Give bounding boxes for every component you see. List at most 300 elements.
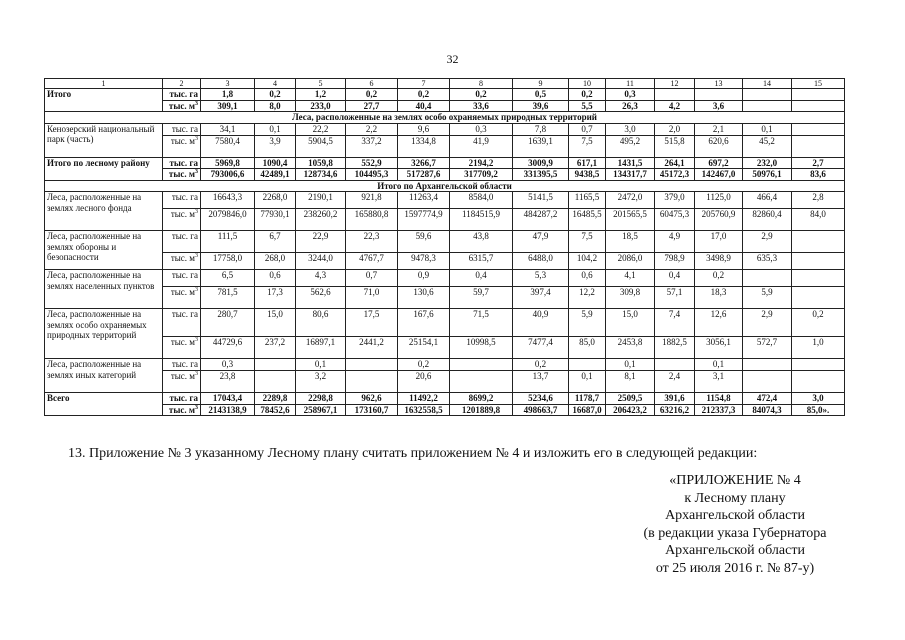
value-cell: 104,2 <box>569 253 606 270</box>
value-cell: 15,0 <box>255 309 296 337</box>
value-cell: 0,1 <box>569 371 606 393</box>
value-cell: 17758,0 <box>201 253 255 270</box>
value-cell: 397,4 <box>513 287 569 309</box>
row-label: Леса, расположенные на землях иных категорий <box>45 359 163 393</box>
value-cell: 85,0 <box>569 337 606 359</box>
unit-cell: тыс. га <box>163 393 201 405</box>
value-cell: 41,9 <box>450 135 513 157</box>
row-label: Леса, расположенные на землях обороны и безопасности <box>45 231 163 270</box>
value-cell: 16687,0 <box>569 404 606 416</box>
value-cell: 472,4 <box>743 393 792 405</box>
value-cell: 2,4 <box>655 371 695 393</box>
value-cell <box>450 371 513 393</box>
value-cell: 962,6 <box>346 393 398 405</box>
value-cell: 80,6 <box>296 309 346 337</box>
unit-superscript: 3 <box>195 169 198 175</box>
value-cell: 9478,3 <box>398 253 450 270</box>
column-number: 10 <box>569 79 606 89</box>
value-cell: 5,5 <box>569 100 606 112</box>
value-cell: 77930,1 <box>255 209 296 231</box>
value-cell: 0,1 <box>296 359 346 371</box>
value-cell: 83,6 <box>792 169 845 181</box>
appendix-line: Архангельской области <box>665 543 805 558</box>
value-cell: 0,2 <box>792 309 845 337</box>
column-number: 5 <box>296 79 346 89</box>
value-cell: 0,2 <box>398 89 450 101</box>
value-cell: 2,7 <box>792 157 845 169</box>
value-cell: 0,5 <box>513 89 569 101</box>
table-row <box>45 253 845 270</box>
value-cell: 2143138,9 <box>201 404 255 416</box>
value-cell: 617,1 <box>569 157 606 169</box>
unit-cell: тыс. $м^3$ <box>163 209 201 231</box>
table-row <box>45 393 845 405</box>
value-cell: 484287,2 <box>513 209 569 231</box>
value-cell: 0,1 <box>255 123 296 135</box>
value-cell: 3498,9 <box>695 253 743 270</box>
value-cell: 2,1 <box>695 123 743 135</box>
unit-cell: тыс. $м^3$ <box>163 169 201 181</box>
value-cell: 2,9 <box>743 231 792 253</box>
unit-superscript: 3 <box>195 371 198 377</box>
value-cell: 0,3 <box>606 89 655 101</box>
value-cell: 2,9 <box>743 309 792 337</box>
value-cell: 7,5 <box>569 135 606 157</box>
value-cell: 40,9 <box>513 309 569 337</box>
value-cell: 2289,8 <box>255 393 296 405</box>
table-row <box>45 337 845 359</box>
page-number: 32 <box>446 52 459 66</box>
value-cell: 317709,2 <box>450 169 513 181</box>
value-cell: 9438,5 <box>569 169 606 181</box>
value-cell: 11492,2 <box>398 393 450 405</box>
section-title: Итого по Архангельской области <box>45 180 845 192</box>
value-cell: 33,6 <box>450 100 513 112</box>
paragraph-13: 13. Приложение № 3 указанному Лесному плану считать приложением № 4 и изложить его в следующей редакции: <box>68 446 758 461</box>
value-cell: 3009,9 <box>513 157 569 169</box>
column-number: 2 <box>163 79 201 89</box>
value-cell: 1154,8 <box>695 393 743 405</box>
value-cell: 793006,6 <box>201 169 255 181</box>
value-cell: 1882,5 <box>655 337 695 359</box>
column-number: 11 <box>606 79 655 89</box>
column-number: 6 <box>346 79 398 89</box>
value-cell: 78452,6 <box>255 404 296 416</box>
value-cell: 0,7 <box>569 123 606 135</box>
value-cell <box>450 359 513 371</box>
value-cell: 59,6 <box>398 231 450 253</box>
value-cell <box>743 100 792 112</box>
unit-superscript: 3 <box>195 404 198 411</box>
value-cell: 379,0 <box>655 192 695 209</box>
unit-cell: тыс. $м^3$ <box>163 100 201 112</box>
appendix-line: (в редакции указа Губернатора <box>643 525 827 541</box>
value-cell: 44729,6 <box>201 337 255 359</box>
value-cell: 2,0 <box>655 123 695 135</box>
appendix-line: Архангельской области <box>665 508 805 523</box>
value-cell: 2086,0 <box>606 253 655 270</box>
value-cell <box>255 371 296 393</box>
table-row <box>45 287 845 309</box>
value-cell <box>792 359 845 371</box>
value-cell: 7477,4 <box>513 337 569 359</box>
value-cell: 8699,2 <box>450 393 513 405</box>
value-cell: 1125,0 <box>695 192 743 209</box>
column-number: 14 <box>743 79 792 89</box>
value-cell: 1165,5 <box>569 192 606 209</box>
unit-cell: тыс. $м^3$ <box>163 253 201 270</box>
value-cell: 34,1 <box>201 123 255 135</box>
value-cell: 2268,0 <box>255 192 296 209</box>
value-cell: 84,0 <box>792 209 845 231</box>
value-cell: 12,2 <box>569 287 606 309</box>
value-cell: 0,2 <box>398 359 450 371</box>
value-cell: 17043,4 <box>201 393 255 405</box>
value-cell: 2453,8 <box>606 337 655 359</box>
appendix-heading <box>600 472 870 577</box>
value-cell: 3056,1 <box>695 337 743 359</box>
value-cell: 1,8 <box>201 89 255 101</box>
value-cell: 5,9 <box>743 287 792 309</box>
value-cell: 331395,5 <box>513 169 569 181</box>
value-cell: 59,7 <box>450 287 513 309</box>
unit-cell: тыс. $м^3$ <box>163 135 201 157</box>
value-cell <box>792 253 845 270</box>
value-cell: 45172,3 <box>655 169 695 181</box>
value-cell: 798,9 <box>655 253 695 270</box>
unit-cell: тыс. $м^3$ <box>163 371 201 393</box>
value-cell: 22,3 <box>346 231 398 253</box>
value-cell: 13,7 <box>513 371 569 393</box>
column-number: 12 <box>655 79 695 89</box>
value-cell: 26,3 <box>606 100 655 112</box>
value-cell: 1059,8 <box>296 157 346 169</box>
value-cell: 10998,5 <box>450 337 513 359</box>
value-cell <box>655 359 695 371</box>
value-cell: 1090,4 <box>255 157 296 169</box>
row-label: Леса, расположенные на землях особо охраняемых природных территорий <box>45 309 163 359</box>
value-cell: 4,3 <box>296 270 346 287</box>
value-cell: 20,6 <box>398 371 450 393</box>
value-cell: 0,4 <box>655 270 695 287</box>
value-cell: 18,5 <box>606 231 655 253</box>
value-cell: 4,2 <box>655 100 695 112</box>
value-cell <box>743 359 792 371</box>
appendix-line: к Лесному плану <box>684 490 786 506</box>
value-cell: 15,0 <box>606 309 655 337</box>
value-cell: 0,1 <box>695 359 743 371</box>
table-row <box>45 123 845 135</box>
value-cell: 3,0 <box>606 123 655 135</box>
value-cell: 205760,9 <box>695 209 743 231</box>
unit-cell: тыс. га <box>163 157 201 169</box>
value-cell: 2194,2 <box>450 157 513 169</box>
value-cell <box>743 89 792 101</box>
table-row <box>45 169 845 181</box>
value-cell: 63216,2 <box>655 404 695 416</box>
value-cell: 173160,7 <box>346 404 398 416</box>
value-cell <box>743 371 792 393</box>
section-row <box>45 112 845 124</box>
value-cell: 6488,0 <box>513 253 569 270</box>
value-cell <box>743 270 792 287</box>
value-cell: 25154,1 <box>398 337 450 359</box>
value-cell: 237,2 <box>255 337 296 359</box>
value-cell: 309,1 <box>201 100 255 112</box>
value-cell: 2,2 <box>346 123 398 135</box>
value-cell: 0,4 <box>450 270 513 287</box>
value-cell: 60475,3 <box>655 209 695 231</box>
value-cell: 1334,8 <box>398 135 450 157</box>
unit-superscript: 3 <box>195 135 198 142</box>
section-row <box>45 180 845 192</box>
table-row <box>45 157 845 169</box>
value-cell: 6315,7 <box>450 253 513 270</box>
value-cell: 85,0». <box>792 404 845 416</box>
value-cell: 0,6 <box>255 270 296 287</box>
value-cell: 27,7 <box>346 100 398 112</box>
value-cell: 39,6 <box>513 100 569 112</box>
value-cell: 232,0 <box>743 157 792 169</box>
unit-cell: тыс. га <box>163 192 201 209</box>
value-cell: 552,9 <box>346 157 398 169</box>
value-cell: 1,0 <box>792 337 845 359</box>
value-cell <box>792 100 845 112</box>
value-cell: 7,4 <box>655 309 695 337</box>
row-label: Кенозерский национальный парк (часть) <box>45 123 163 157</box>
value-cell: 6,7 <box>255 231 296 253</box>
value-cell: 5141,5 <box>513 192 569 209</box>
value-cell: 921,8 <box>346 192 398 209</box>
unit-cell: тыс. га <box>163 270 201 287</box>
value-cell: 17,0 <box>695 231 743 253</box>
table-row <box>45 371 845 393</box>
value-cell: 0,6 <box>569 270 606 287</box>
unit-superscript: 3 <box>195 287 198 293</box>
table-row <box>45 270 845 287</box>
appendix-line: от 25 июля 2016 г. № 87-у) <box>655 560 815 576</box>
value-cell: 3266,7 <box>398 157 450 169</box>
unit-cell: тыс. га <box>163 123 201 135</box>
value-cell: 5,9 <box>569 309 606 337</box>
value-cell: 22,9 <box>296 231 346 253</box>
value-cell: 0,9 <box>398 270 450 287</box>
table-row <box>45 135 845 157</box>
value-cell: 1184515,9 <box>450 209 513 231</box>
value-cell: 1178,7 <box>569 393 606 405</box>
table-row <box>45 192 845 209</box>
value-cell: 0,2 <box>695 270 743 287</box>
column-number: 13 <box>695 79 743 89</box>
value-cell: 1201889,8 <box>450 404 513 416</box>
value-cell <box>792 231 845 253</box>
value-cell: 1431,5 <box>606 157 655 169</box>
value-cell <box>346 371 398 393</box>
value-cell: 3,1 <box>695 371 743 393</box>
value-cell: 111,5 <box>201 231 255 253</box>
value-cell: 5904,5 <box>296 135 346 157</box>
value-cell <box>792 135 845 157</box>
value-cell: 5969,8 <box>201 157 255 169</box>
table-row <box>45 100 845 112</box>
value-cell: 134317,7 <box>606 169 655 181</box>
value-cell: 309,8 <box>606 287 655 309</box>
unit-cell: тыс. га <box>163 89 201 101</box>
row-label: Леса, расположенные на землях населенных пунктов <box>45 270 163 309</box>
value-cell: 0,2 <box>346 89 398 101</box>
value-cell: 43,8 <box>450 231 513 253</box>
value-cell: 466,4 <box>743 192 792 209</box>
unit-superscript: 3 <box>195 253 198 259</box>
column-number: 3 <box>201 79 255 89</box>
column-number-row <box>45 79 845 89</box>
forest-data-table <box>44 78 845 416</box>
value-cell: 2298,8 <box>296 393 346 405</box>
unit-cell: тыс. га <box>163 309 201 337</box>
value-cell: 2079846,0 <box>201 209 255 231</box>
row-label: Леса, расположенные на землях лесного фонда <box>45 192 163 231</box>
row-label: Всего <box>45 393 163 416</box>
unit-cell: тыс. га <box>163 231 201 253</box>
value-cell: 515,8 <box>655 135 695 157</box>
value-cell <box>792 89 845 101</box>
column-number: 1 <box>45 79 163 89</box>
value-cell: 781,5 <box>201 287 255 309</box>
value-cell: 17,5 <box>346 309 398 337</box>
value-cell: 337,2 <box>346 135 398 157</box>
value-cell: 498663,7 <box>513 404 569 416</box>
value-cell <box>569 359 606 371</box>
value-cell: 1639,1 <box>513 135 569 157</box>
value-cell: 0,1 <box>743 123 792 135</box>
value-cell: 3,2 <box>296 371 346 393</box>
value-cell: 697,2 <box>695 157 743 169</box>
value-cell <box>255 359 296 371</box>
value-cell: 4767,7 <box>346 253 398 270</box>
table-row <box>45 309 845 337</box>
value-cell: 0,3 <box>450 123 513 135</box>
value-cell: 0,2 <box>255 89 296 101</box>
unit-cell: тыс. $м^3$ <box>163 287 201 309</box>
column-number: 8 <box>450 79 513 89</box>
value-cell: 1,2 <box>296 89 346 101</box>
value-cell <box>655 89 695 101</box>
value-cell: 6,5 <box>201 270 255 287</box>
value-cell: 128734,6 <box>296 169 346 181</box>
value-cell: 45,2 <box>743 135 792 157</box>
row-label: Итого <box>45 89 163 112</box>
value-cell: 212337,3 <box>695 404 743 416</box>
value-cell: 50976,1 <box>743 169 792 181</box>
value-cell: 5,3 <box>513 270 569 287</box>
value-cell: 562,6 <box>296 287 346 309</box>
value-cell: 47,9 <box>513 231 569 253</box>
unit-cell: тыс. $м^3$ <box>163 337 201 359</box>
value-cell: 7,5 <box>569 231 606 253</box>
unit-superscript: 3 <box>195 209 198 215</box>
column-number: 9 <box>513 79 569 89</box>
value-cell: 2,8 <box>792 192 845 209</box>
value-cell: 4,9 <box>655 231 695 253</box>
value-cell: 167,6 <box>398 309 450 337</box>
value-cell: 42489,1 <box>255 169 296 181</box>
value-cell: 82860,4 <box>743 209 792 231</box>
value-cell: 258967,1 <box>296 404 346 416</box>
row-label: Итого по лесному району <box>45 157 163 180</box>
value-cell: 5234,6 <box>513 393 569 405</box>
value-cell <box>346 359 398 371</box>
value-cell: 268,0 <box>255 253 296 270</box>
column-number: 7 <box>398 79 450 89</box>
value-cell: 3,9 <box>255 135 296 157</box>
unit-superscript: 3 <box>195 100 198 107</box>
section-title: Леса, расположенные на землях особо охраняемых природных территорий <box>45 112 845 124</box>
value-cell: 16897,1 <box>296 337 346 359</box>
value-cell: 0,7 <box>346 270 398 287</box>
value-cell <box>792 371 845 393</box>
value-cell <box>792 270 845 287</box>
value-cell: 12,6 <box>695 309 743 337</box>
value-cell: 2441,2 <box>346 337 398 359</box>
value-cell: 201565,5 <box>606 209 655 231</box>
value-cell: 165880,8 <box>346 209 398 231</box>
value-cell: 3,0 <box>792 393 845 405</box>
value-cell: 7580,4 <box>201 135 255 157</box>
value-cell: 206423,2 <box>606 404 655 416</box>
value-cell: 23,8 <box>201 371 255 393</box>
value-cell: 0,2 <box>513 359 569 371</box>
value-cell: 7,8 <box>513 123 569 135</box>
value-cell: 84074,3 <box>743 404 792 416</box>
value-cell: 71,0 <box>346 287 398 309</box>
table-row <box>45 404 845 416</box>
value-cell: 572,7 <box>743 337 792 359</box>
value-cell: 0,3 <box>201 359 255 371</box>
value-cell <box>792 123 845 135</box>
value-cell: 620,6 <box>695 135 743 157</box>
value-cell: 17,3 <box>255 287 296 309</box>
value-cell: 8,1 <box>606 371 655 393</box>
value-cell: 16485,5 <box>569 209 606 231</box>
value-cell: 264,1 <box>655 157 695 169</box>
value-cell <box>695 89 743 101</box>
value-cell: 142467,0 <box>695 169 743 181</box>
value-cell: 233,0 <box>296 100 346 112</box>
value-cell: 3244,0 <box>296 253 346 270</box>
unit-cell: тыс. га <box>163 359 201 371</box>
appendix-line: «ПРИЛОЖЕНИЕ № 4 <box>669 473 801 488</box>
value-cell: 8584,0 <box>450 192 513 209</box>
value-cell: 391,6 <box>655 393 695 405</box>
value-cell: 40,4 <box>398 100 450 112</box>
value-cell: 2472,0 <box>606 192 655 209</box>
unit-cell: тыс. $м^3$ <box>163 404 201 416</box>
value-cell: 16643,3 <box>201 192 255 209</box>
value-cell: 130,6 <box>398 287 450 309</box>
value-cell: 280,7 <box>201 309 255 337</box>
value-cell: 3,6 <box>695 100 743 112</box>
value-cell: 0,2 <box>569 89 606 101</box>
value-cell: 57,1 <box>655 287 695 309</box>
value-cell: 2509,5 <box>606 393 655 405</box>
column-number: 4 <box>255 79 296 89</box>
value-cell: 517287,6 <box>398 169 450 181</box>
value-cell: 0,1 <box>606 359 655 371</box>
table-row <box>45 359 845 371</box>
value-cell: 2190,1 <box>296 192 346 209</box>
value-cell: 71,5 <box>450 309 513 337</box>
value-cell: 1597774,9 <box>398 209 450 231</box>
